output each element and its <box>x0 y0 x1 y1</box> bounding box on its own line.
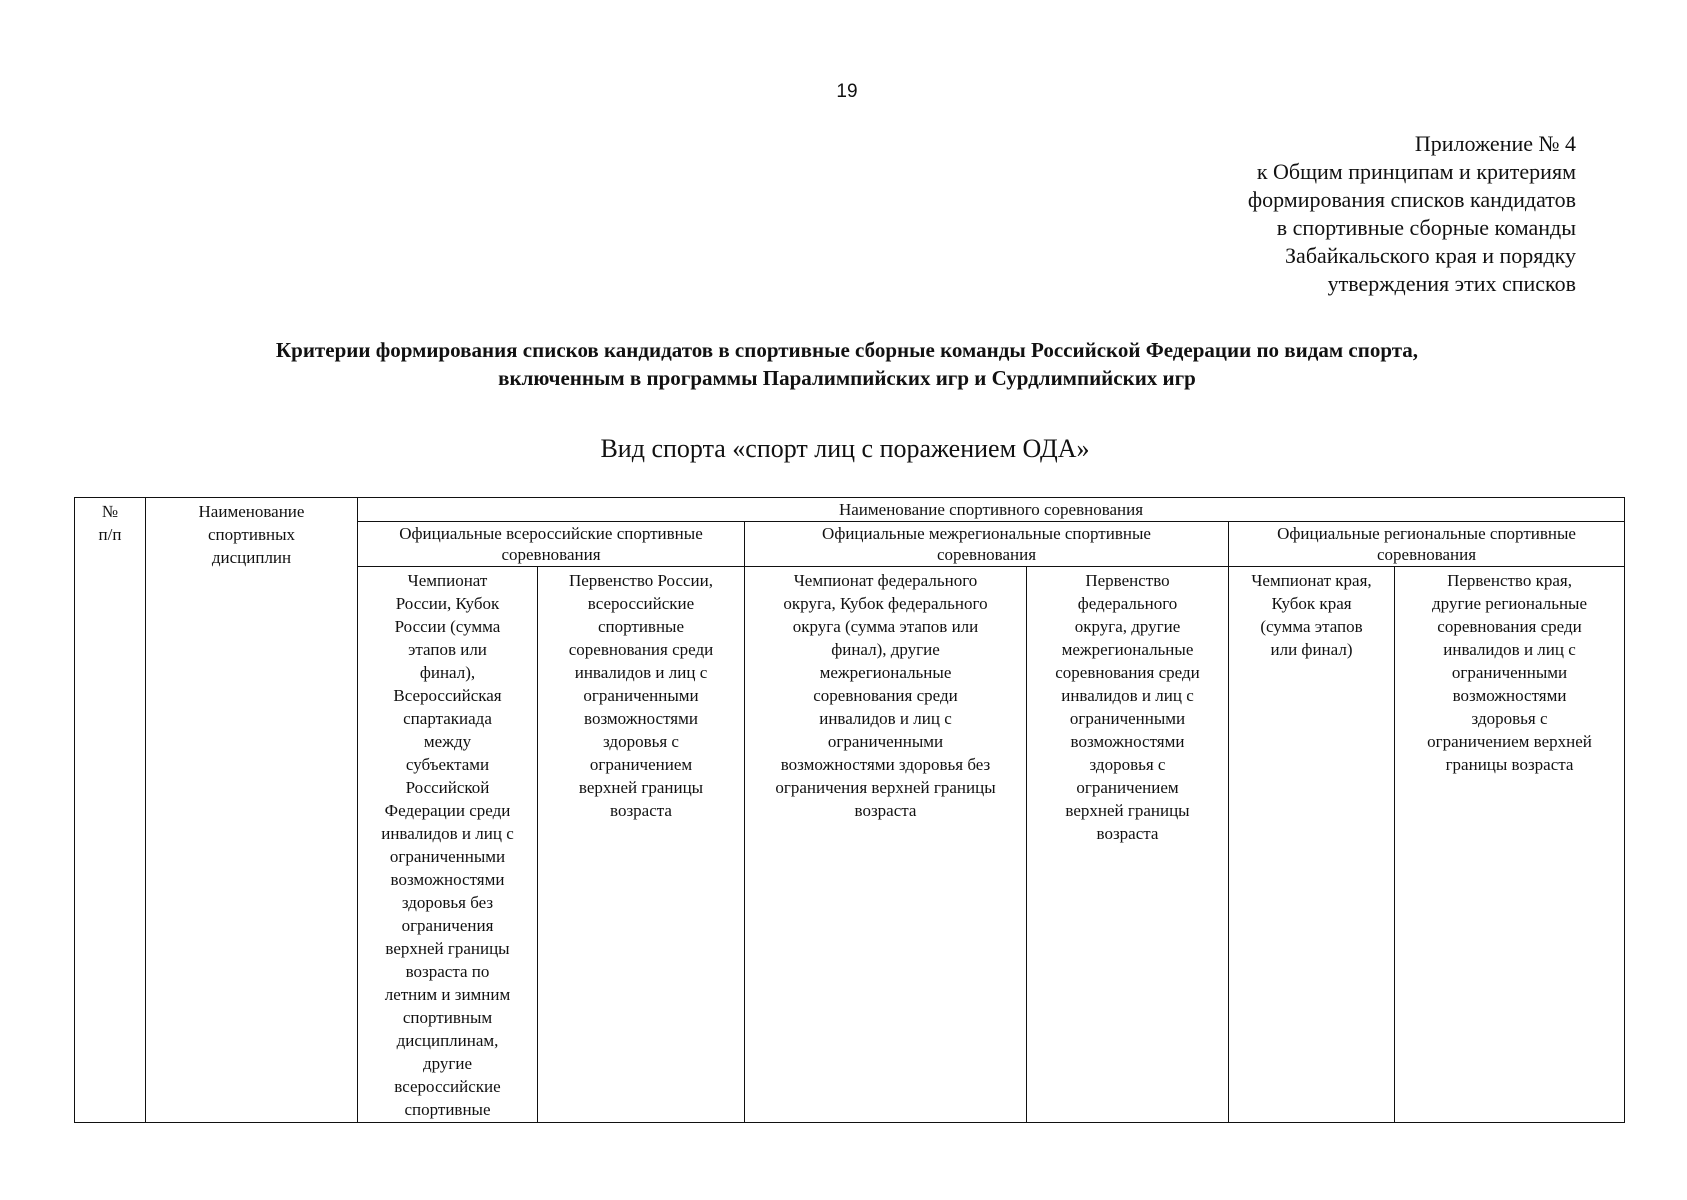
appendix-note: Приложение № 4 к Общим принципам и критериям формирования списков кандидатов в спортивные сборные команды Забайкальского края и порядку утверждения этих списков <box>1247 131 1576 296</box>
cell-district-first <box>1027 567 1229 1123</box>
cell-text: Первенство края, другие региональные соревнования среди инвалидов и лиц с ограниченными возможностями здоровья с ограничением верхней границы возраста <box>1427 571 1592 774</box>
group-interregional: Официальные межрегиональные спортивные соревнования <box>745 522 1229 567</box>
header-competition-name: Наименование спортивного соревнования <box>358 498 1625 522</box>
cell-text: Первенство России, всероссийские спортивные соревнования среди инвалидов и лиц с ограниченными возможностями здоровья с ограничением верхней границы возраста <box>568 571 714 820</box>
cell-russia-first <box>538 567 745 1123</box>
group-all-russian: Официальные всероссийские спортивные соревнования <box>358 522 745 567</box>
page-number: 19 <box>836 81 858 102</box>
group-regional: Официальные региональные спортивные соревнования <box>1229 522 1625 567</box>
sport-heading: Вид спорта «спорт лиц с поражением ОДА» <box>600 434 1090 463</box>
criteria-table <box>74 497 1625 1123</box>
header-number: № п/п <box>75 498 146 1123</box>
cell-text: Чемпионат края, Кубок края (сумма этапов или финал) <box>1251 571 1372 659</box>
cell-text: Чемпионат федерального округа, Кубок федерального округа (сумма этапов или финал), другие межрегиональные соревнования среди инвалидов и лиц с ограниченными возможностями здоровья без ограничения верхней границы возраста <box>775 571 996 820</box>
cell-district-championship <box>745 567 1027 1123</box>
cell-region-first <box>1395 567 1625 1123</box>
cell-text: Чемпионат России, Кубок России (сумма этапов или финал), Всероссийская спартакиада между субъектами Российской Федерации среди инвалидов и лиц с ограниченными возможностями здоровья без ограничения верхней границы возраста по летним и зимним спортивным дисциплинам, другие всероссийские спортивные <box>381 571 514 1119</box>
header-disciplines: Наименование спортивных дисциплин <box>146 498 358 1123</box>
cell-region-championship <box>1229 567 1395 1123</box>
cell-russia-championship <box>358 567 538 1123</box>
document-title: Критерии формирования списков кандидатов в спортивные сборные команды Российской Федерации по видам спорта, включенным в программы Паралимпийских игр и Сурдлимпийских игр <box>275 338 1419 390</box>
header-row <box>75 498 1625 522</box>
cell-text: Первенство федерального округа, другие межрегиональные соревнования среди инвалидов и лиц с ограниченными возможностями здоровья с ограничением верхней границы возраста <box>1055 571 1200 843</box>
